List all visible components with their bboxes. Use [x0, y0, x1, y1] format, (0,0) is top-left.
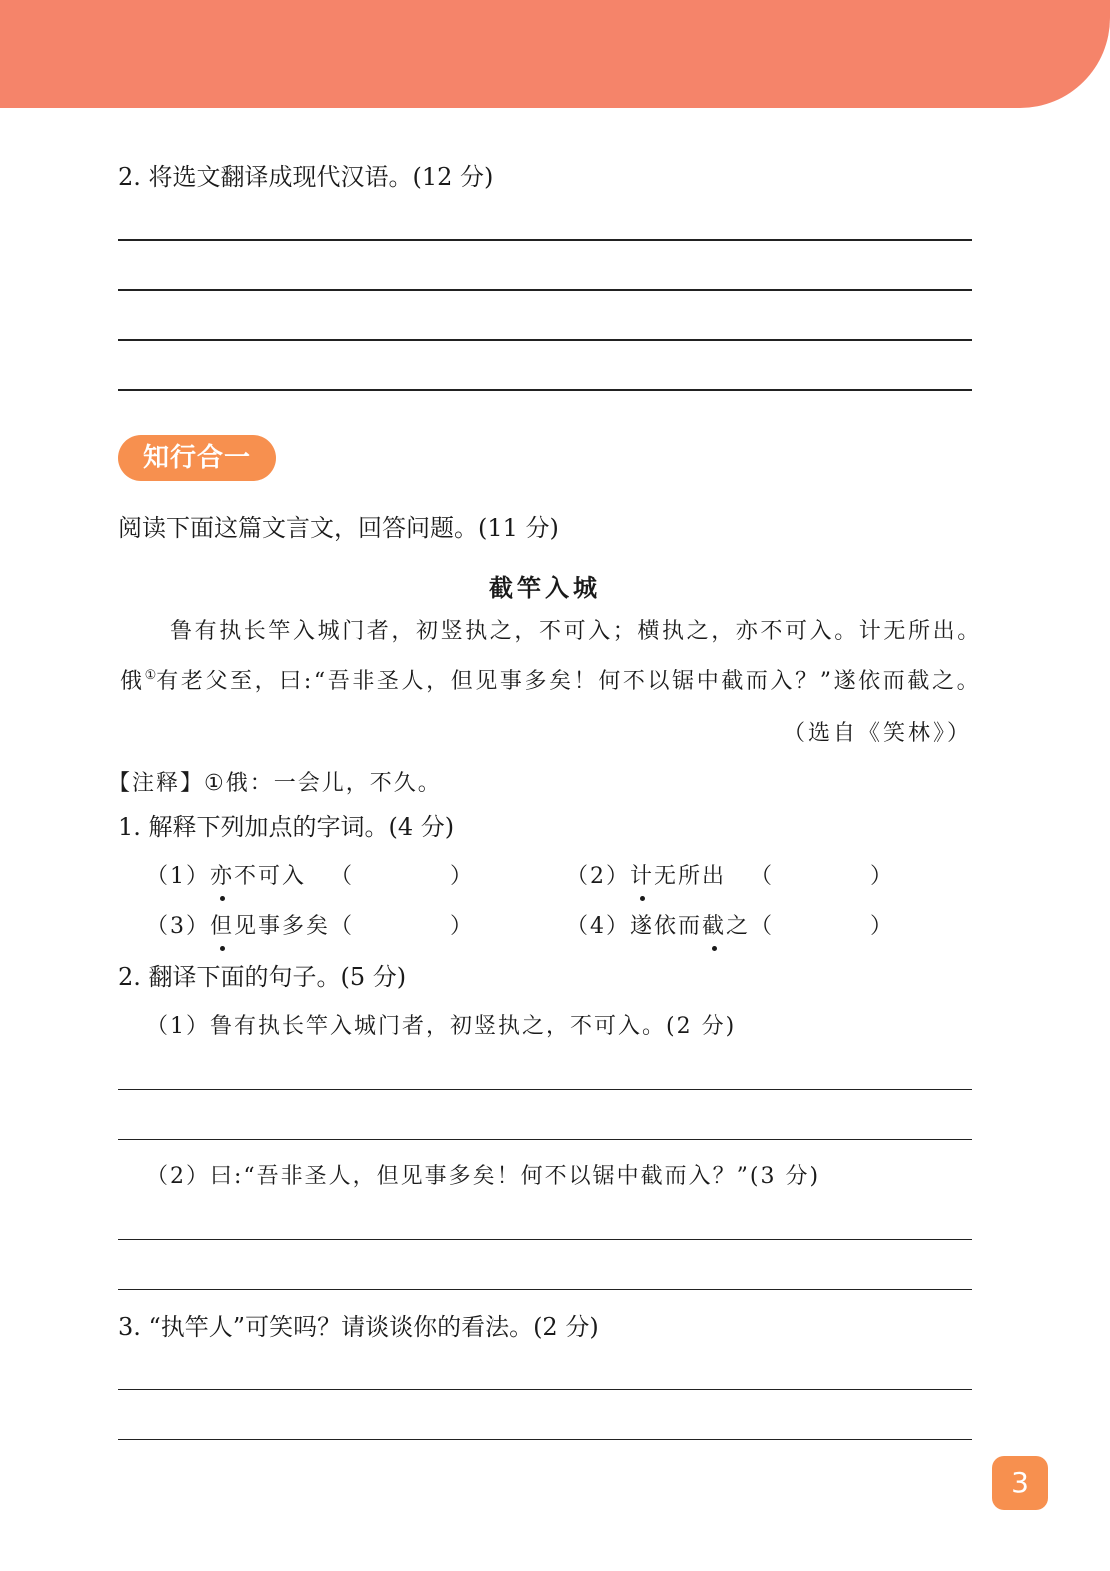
passage-line-1: 鲁有执长竿入城门者，初竖执之，不可入；横执之，亦不可入。计无所出。 — [170, 619, 982, 644]
q2-sentence-1: （1）鲁有执长竿入城门者，初竖执之，不可入。(2 分) — [146, 1014, 737, 1039]
q1-item-2-blank[interactable]: （ ） — [750, 864, 895, 889]
question-2-title: 2. 翻译下面的句子。(5 分) — [118, 963, 407, 991]
q1-item-4-blank[interactable]: （ ） — [750, 914, 895, 939]
passage-title: 截竿入城 — [489, 573, 601, 602]
answer-line[interactable] — [118, 1439, 972, 1440]
answer-line[interactable] — [118, 1139, 972, 1140]
footnote-marker: ① — [144, 668, 157, 683]
answer-line[interactable] — [118, 239, 972, 241]
q1-item-1-blank[interactable]: （ ） — [330, 864, 475, 889]
passage-line-2 — [120, 667, 981, 697]
q2-sentence-2: （2）曰:“吾非圣人，但见事多矣！何不以锯中截而入？”(3 分) — [146, 1164, 821, 1189]
q1-item-3-blank[interactable]: （ ） — [330, 914, 475, 939]
passage-text: 有老父至，曰:“吾非圣人，但见事多矣！何不以锯中截而入？”遂依而截之。 — [156, 669, 982, 694]
dotted-char: 截 — [702, 912, 726, 942]
dotted-char: 计 — [630, 862, 654, 892]
q1-item-2: （2）计无所出 — [566, 862, 726, 892]
passage-source: （选自《笑林》） — [782, 721, 972, 746]
question-translate: 2. 将选文翻译成现代汉语。(12 分) — [118, 163, 494, 191]
question-1-title: 1. 解释下列加点的字词。(4 分) — [118, 813, 455, 841]
answer-line[interactable] — [118, 339, 972, 341]
header-banner — [0, 0, 1110, 108]
dotted-char: 亦 — [210, 862, 234, 892]
dotted-char: 但 — [210, 912, 234, 942]
question-3: 3. “执竿人”可笑吗？请谈谈你的看法。(2 分) — [118, 1313, 599, 1341]
passage-word: 俄 — [120, 669, 145, 694]
answer-line[interactable] — [118, 389, 972, 391]
section-label: 知行合一 — [118, 435, 276, 481]
page-number: 3 — [992, 1456, 1048, 1510]
answer-line[interactable] — [118, 289, 972, 291]
answer-line[interactable] — [118, 1239, 972, 1240]
answer-line[interactable] — [118, 1089, 972, 1090]
q1-item-1: （1）亦不可入 — [146, 862, 306, 892]
q1-item-4: （4）遂依而截之 — [566, 912, 750, 942]
answer-line[interactable] — [118, 1389, 972, 1390]
answer-line[interactable] — [118, 1289, 972, 1290]
reading-instructions: 阅读下面这篇文言文，回答问题。(11 分) — [118, 514, 559, 542]
q1-item-3: （3）但见事多矣 — [146, 912, 330, 942]
annotation-note: 【注释】①俄：一会儿，不久。 — [108, 771, 442, 796]
